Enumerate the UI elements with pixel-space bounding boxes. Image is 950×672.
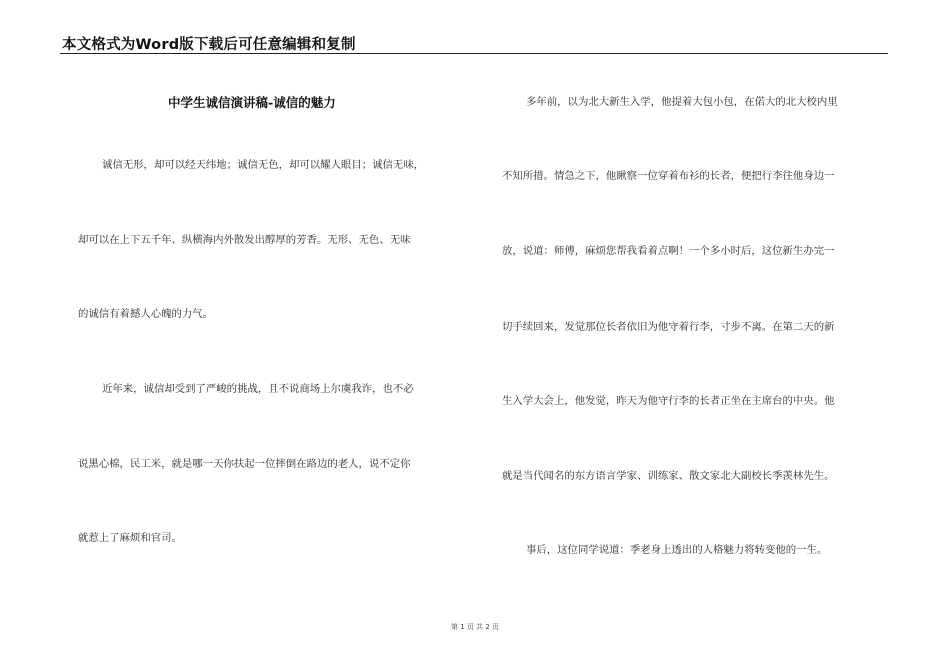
paragraph-line: 说黑心棉，民工米，就是哪一天你扶起一位摔倒在路边的老人，说不定你 (78, 458, 411, 470)
paragraph-line: 诚信无形，却可以经天纬地；诚信无色，却可以耀人眼目；诚信无味， (102, 159, 425, 171)
paragraph-line: 切手续回来，发觉那位长者依旧为他守着行李，寸步不离。在第二天的新 (502, 321, 835, 333)
document-banner: 本文格式为Word版下载后可任意编辑和复制 (62, 37, 356, 53)
paragraph-line: 就是当代闻名的东方语言学家、训练家、散文家北大副校长季羡林先生。 (502, 470, 835, 482)
paragraph-line: 就惹上了麻烦和官司。 (78, 532, 182, 544)
paragraph-line: 放，说道：师傅，麻烦您帮我看着点啊！一个多小时后，这位新生办完一 (502, 245, 835, 257)
document-title: 中学生诚信演讲稿-诚信的魅力 (168, 95, 336, 110)
paragraph-line: 不知所措。情急之下，他瞅察一位穿着布衫的长者，便把行李往他身边一 (502, 170, 835, 182)
paragraph-line: 生入学大会上，他发觉，昨天为他守行李的长者正坐在主席台的中央。他 (502, 395, 835, 407)
paragraph-line: 的诚信有着撼人心魄的力气。 (78, 308, 214, 320)
paragraph-line: 事后，这位同学说道：季老身上透出的人格魅力将转变他的一生。 (526, 544, 828, 556)
paragraph-line: 近年来，诚信却受到了严峻的挑战，且不说商场上尔虞我诈，也不必 (102, 383, 414, 395)
header-rule (60, 53, 888, 54)
page-indicator: 第 1 页 共 2 页 (450, 623, 500, 631)
paragraph-line: 多年前，以为北大新生入学，他提着大包小包，在偌大的北大校内里 (526, 96, 838, 108)
paragraph-line: 却可以在上下五千年、纵横海内外散发出醇厚的芳香。无形、无色、无味 (78, 234, 411, 246)
